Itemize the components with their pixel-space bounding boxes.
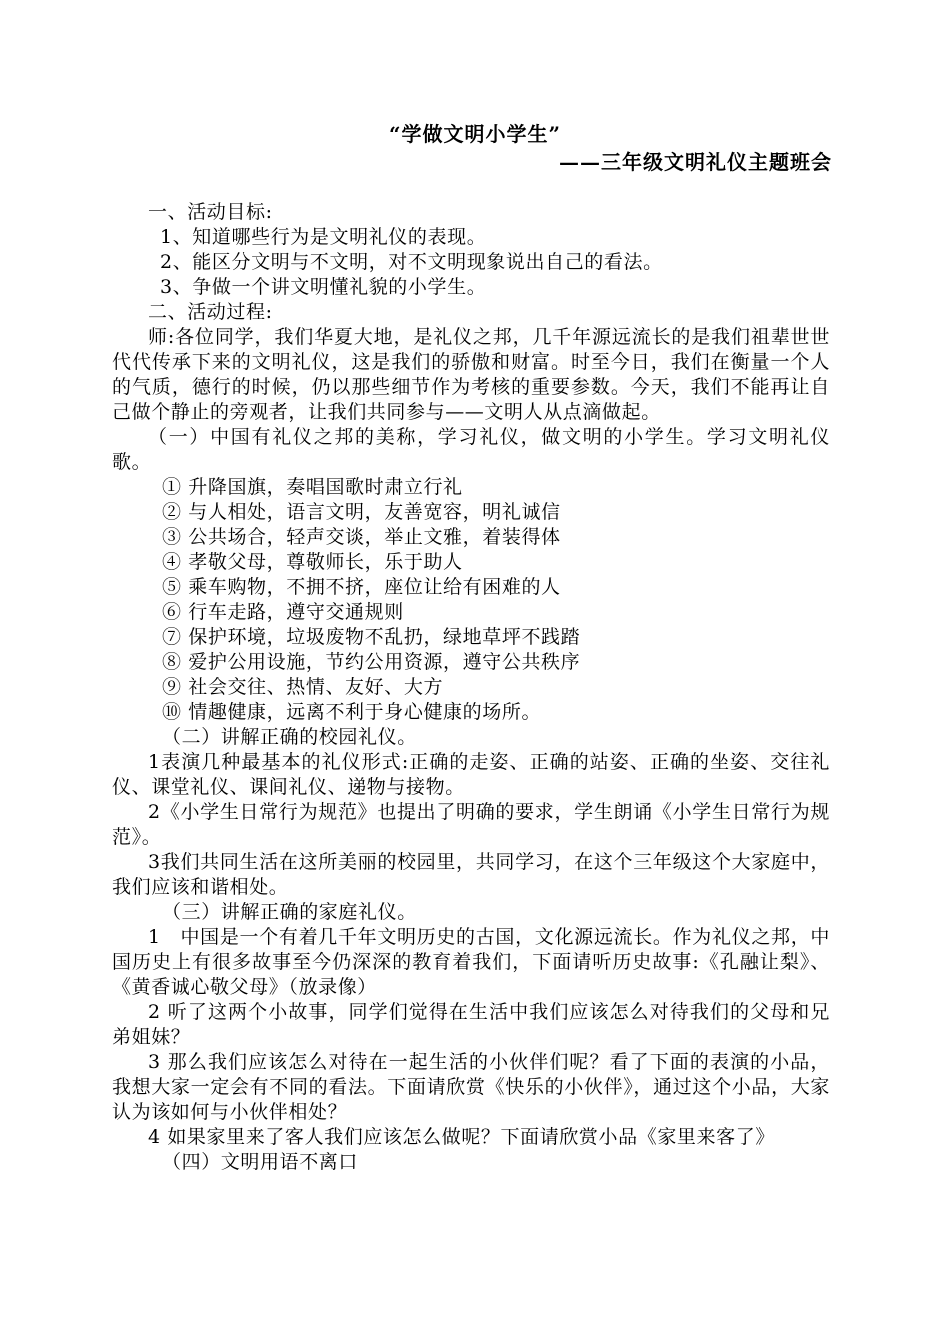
song-line: ⑤ 乘车购物，不拥不挤，座位让给有困难的人 bbox=[162, 576, 561, 598]
goal-item: 1、知道哪些行为是文明礼仪的表现。 bbox=[160, 226, 487, 248]
song-line: ⑥ 行车走路，遵守交通规则 bbox=[162, 601, 404, 623]
section-2-item: 1表演几种最基本的礼仪形式:正确的走姿、正确的站姿、正确的坐姿、交往礼仪、课堂礼仪、课间礼仪、递物与接物。 bbox=[112, 751, 830, 798]
process-heading: 二、活动过程: bbox=[148, 301, 273, 323]
song-line: ⑨ 社会交往、热情、友好、大方 bbox=[162, 676, 444, 698]
song-line: ⑦ 保护环境，垃圾废物不乱扔，绿地草坪不践踏 bbox=[162, 626, 581, 648]
section-4-heading: （四）文明用语不离口 bbox=[162, 1151, 359, 1173]
section-3-heading: （三）讲解正确的家庭礼仪。 bbox=[162, 901, 417, 923]
song-line: ⑩ 情趣健康，远离不利于身心健康的场所。 bbox=[162, 701, 542, 723]
process-intro: 师:各位同学，我们华夏大地，是礼仪之邦，几千年源远流长的是我们祖辈世世代代传承下来的文明礼仪，这是我们的骄傲和财富。时至今日，我们在衡量一个人的气质，德行的时候，仍以那些细节作为考核的重要参数。今天，我们不能再让自己做个静止的旁观者，让我们共同参与——文明人从点滴做起。 bbox=[112, 326, 830, 423]
section-2-item: 3我们共同生活在这所美丽的校园里，共同学习，在这个三年级这个大家庭中，我们应该和谐相处。 bbox=[112, 851, 830, 898]
song-line: ① 升降国旗，奏唱国歌时肃立行礼 bbox=[162, 476, 463, 498]
section-3-item: 2 听了这两个小故事，同学们觉得在生活中我们应该怎么对待我们的父母和兄弟姐妹？ bbox=[112, 1001, 830, 1048]
goal-item: 2、能区分文明与不文明，对不文明现象说出自己的看法。 bbox=[160, 251, 663, 273]
goals-heading: 一、活动目标: bbox=[148, 201, 273, 223]
document-body bbox=[112, 200, 830, 1175]
section-3-item: 3 那么我们应该怎么对待在一起生活的小伙伴们呢？看了下面的表演的小品，我想大家一定会有不同的看法。下面请欣赏《快乐的小伙伴》，通过这个小品，大家认为该如何与小伙伴相处？ bbox=[112, 1051, 830, 1123]
document-subtitle: ——三年级文明礼仪主题班会 bbox=[559, 150, 832, 174]
section-3-item: 1 中国是一个有着几千年文明历史的古国，文化源远流长。作为礼仪之邦，中国历史上有很多故事至今仍深深的教育着我们，下面请听历史故事:《孔融让梨》、《黄香诚心敬父母》（放录像） bbox=[112, 926, 830, 998]
song-line: ⑧ 爱护公用设施，节约公用资源，遵守公共秩序 bbox=[162, 651, 581, 673]
song-line: ② 与人相处，语言文明，友善宽容，明礼诚信 bbox=[162, 501, 561, 523]
goal-item: 3、争做一个讲文明懂礼貌的小学生。 bbox=[160, 276, 487, 298]
document-title: “学做文明小学生” bbox=[388, 122, 561, 146]
section-3-item: 4 如果家里来了客人我们应该怎么做呢？下面请欣赏小品《家里来客了》 bbox=[148, 1126, 775, 1148]
song-line: ③ 公共场合，轻声交谈，举止文雅，着装得体 bbox=[162, 526, 561, 548]
song-line: ④ 孝敬父母，尊敬师长，乐于助人 bbox=[162, 551, 463, 573]
section-2-heading: （二）讲解正确的校园礼仪。 bbox=[162, 726, 417, 748]
section-2-item: 2《小学生日常行为规范》也提出了明确的要求，学生朗诵《小学生日常行为规范》。 bbox=[112, 801, 830, 848]
section-1-heading: （一）中国有礼仪之邦的美称，学习礼仪，做文明的小学生。学习文明礼仪歌。 bbox=[112, 426, 830, 473]
